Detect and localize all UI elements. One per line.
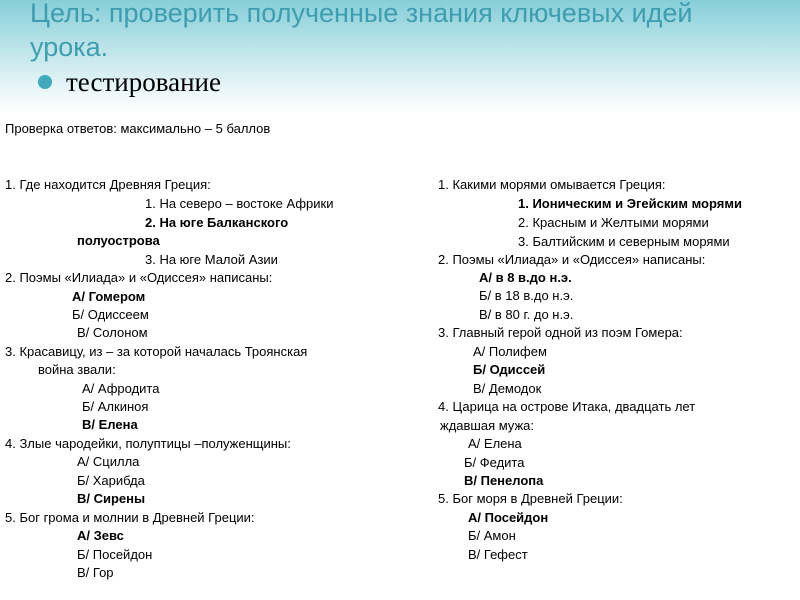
left-answer: Б/ Алкиноя (82, 399, 149, 414)
title-line-1: Цель: проверить полученные знания ключевых идей (30, 0, 693, 28)
right-answer-correct: В/ Пенелопа (464, 473, 544, 488)
right-answer: 2. Красным и Желтыми морями (518, 215, 709, 230)
left-answer-correct-cont: полуострова (77, 233, 160, 248)
right-question-2: 2. Поэмы «Илиада» и «Одиссея» написаны: (438, 252, 706, 267)
left-question-3: 3. Красавицу, из – за которой началась Троянская (5, 344, 308, 359)
left-question-1: 1. Где находится Древняя Греция: (5, 177, 211, 192)
left-question-5: 5. Бог грома и молнии в Древней Греции: (5, 510, 255, 525)
right-answer-correct: Б/ Одиссей (473, 362, 546, 377)
left-answer: В/ Солоном (77, 325, 148, 340)
right-answer: Б/ в 18 в.до н.э. (479, 288, 574, 303)
right-answer: 3. Балтийским и северным морями (518, 234, 730, 249)
left-answer-correct: 2. На юге Балканского (145, 215, 289, 230)
title-line-2: урока. (30, 32, 109, 62)
left-answer: А/ Сцилла (77, 454, 140, 469)
slide-title (30, 0, 693, 64)
left-answer-correct: А/ Гомером (72, 289, 146, 304)
right-answer: А/ Полифем (473, 344, 547, 359)
right-question-1: 1. Какими морями омывается Греция: (438, 177, 666, 192)
left-answer-correct: А/ Зевс (77, 528, 124, 543)
right-answer-correct: 1. Ионическим и Эгейским морями (518, 196, 742, 211)
right-answer: В/ Гефест (468, 547, 528, 562)
left-answer: 3. На юге Малой Азии (145, 252, 278, 267)
subtitle: тестирование (66, 67, 221, 97)
left-answer: 1. На северо – востоке Африки (145, 196, 334, 211)
left-answer-correct: В/ Сирены (77, 491, 146, 506)
left-question-2: 2. Поэмы «Илиада» и «Одиссея» написаны: (5, 270, 273, 285)
right-answer-correct: А/ в 8 в.до н.э. (479, 270, 572, 285)
right-answer: В/ в 80 г. до н.э. (479, 307, 574, 322)
right-question-5: 5. Бог моря в Древней Греции: (438, 491, 623, 506)
left-answer: А/ Афродита (82, 381, 160, 396)
left-question-3-cont: война звали: (38, 362, 116, 377)
bullet-icon (38, 75, 52, 89)
right-answer: В/ Демодок (473, 381, 542, 396)
right-answer: А/ Елена (468, 436, 522, 451)
left-answer: Б/ Посейдон (77, 547, 153, 562)
right-answer: Б/ Федита (464, 455, 525, 470)
right-question-4: 4. Царица на острове Итака, двадцать лет (438, 399, 696, 414)
left-question-4: 4. Злые чародейки, полуптицы –полуженщины: (5, 436, 291, 451)
right-answer-correct: А/ Посейдон (468, 510, 549, 525)
left-answer-correct: В/ Елена (82, 417, 138, 432)
right-question-3: 3. Главный герой одной из поэм Гомера: (438, 325, 683, 340)
intro-text: Проверка ответов: максимально – 5 баллов (5, 121, 271, 136)
right-answer: Б/ Амон (468, 528, 516, 543)
right-question-4-cont: ждавшая мужа: (440, 418, 534, 433)
left-answer: Б/ Харибда (77, 473, 145, 488)
left-answer: Б/ Одиссеем (72, 307, 149, 322)
left-answer: В/ Гор (77, 565, 114, 580)
